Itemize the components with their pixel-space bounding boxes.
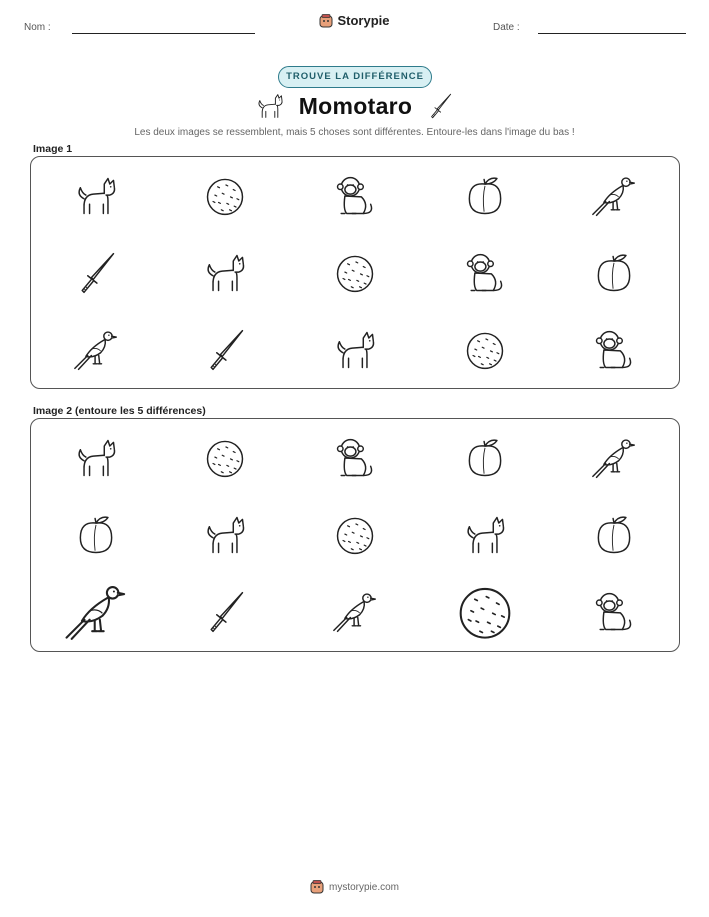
dog-icon [31, 419, 161, 496]
footer [0, 880, 709, 897]
peach-icon [31, 496, 161, 573]
pheasant-icon [549, 419, 679, 496]
sword-icon [426, 92, 454, 120]
pheasant-icon [31, 311, 161, 388]
monkey-icon [290, 157, 420, 234]
monkey-icon [549, 573, 679, 650]
peach-icon [549, 496, 679, 573]
peach-icon [420, 419, 550, 496]
image2-panel[interactable] [30, 418, 680, 652]
date-label: Date : [493, 22, 520, 33]
dango-icon [290, 234, 420, 311]
find-difference-badge: TROUVE LA DIFFÉRENCE [278, 66, 432, 88]
sword-icon [31, 234, 161, 311]
dango-icon [420, 573, 550, 650]
monkey-icon [420, 234, 550, 311]
brand-name: Storypie [337, 13, 390, 28]
peach-icon [549, 234, 679, 311]
monkey-icon [549, 311, 679, 388]
footer-url: mystorypie.com [328, 881, 399, 893]
page-title: Momotaro [298, 92, 413, 119]
storypie-logo-icon [310, 880, 324, 894]
image2-label: Image 2 (entoure les 5 différences) [33, 405, 206, 417]
sword-icon [161, 311, 291, 388]
instructions: Les deux images se ressemblent, mais 5 choses sont différentes. Entoure-les dans l'image du bas ! [134, 127, 575, 138]
pheasant-icon [31, 573, 161, 650]
image1-label: Image 1 [33, 143, 73, 155]
dog-icon [161, 234, 291, 311]
name-label: Nom : [24, 22, 51, 33]
pheasant-icon [549, 157, 679, 234]
dango-icon [161, 419, 291, 496]
dog-icon [420, 496, 550, 573]
image1-panel [30, 156, 680, 389]
dog-icon [290, 311, 420, 388]
brand-header [0, 13, 709, 31]
dango-icon [161, 157, 291, 234]
title-row [0, 91, 709, 126]
dog-icon [31, 157, 161, 234]
dango-icon [420, 311, 550, 388]
date-line[interactable] [538, 33, 686, 34]
storypie-logo-icon [319, 14, 333, 28]
monkey-icon [290, 419, 420, 496]
sword-icon [161, 573, 291, 650]
pheasant-icon [290, 573, 420, 650]
name-line[interactable] [72, 33, 255, 34]
dog-icon [255, 91, 285, 121]
peach-icon [420, 157, 550, 234]
dog-icon [161, 496, 291, 573]
dango-icon [290, 496, 420, 573]
